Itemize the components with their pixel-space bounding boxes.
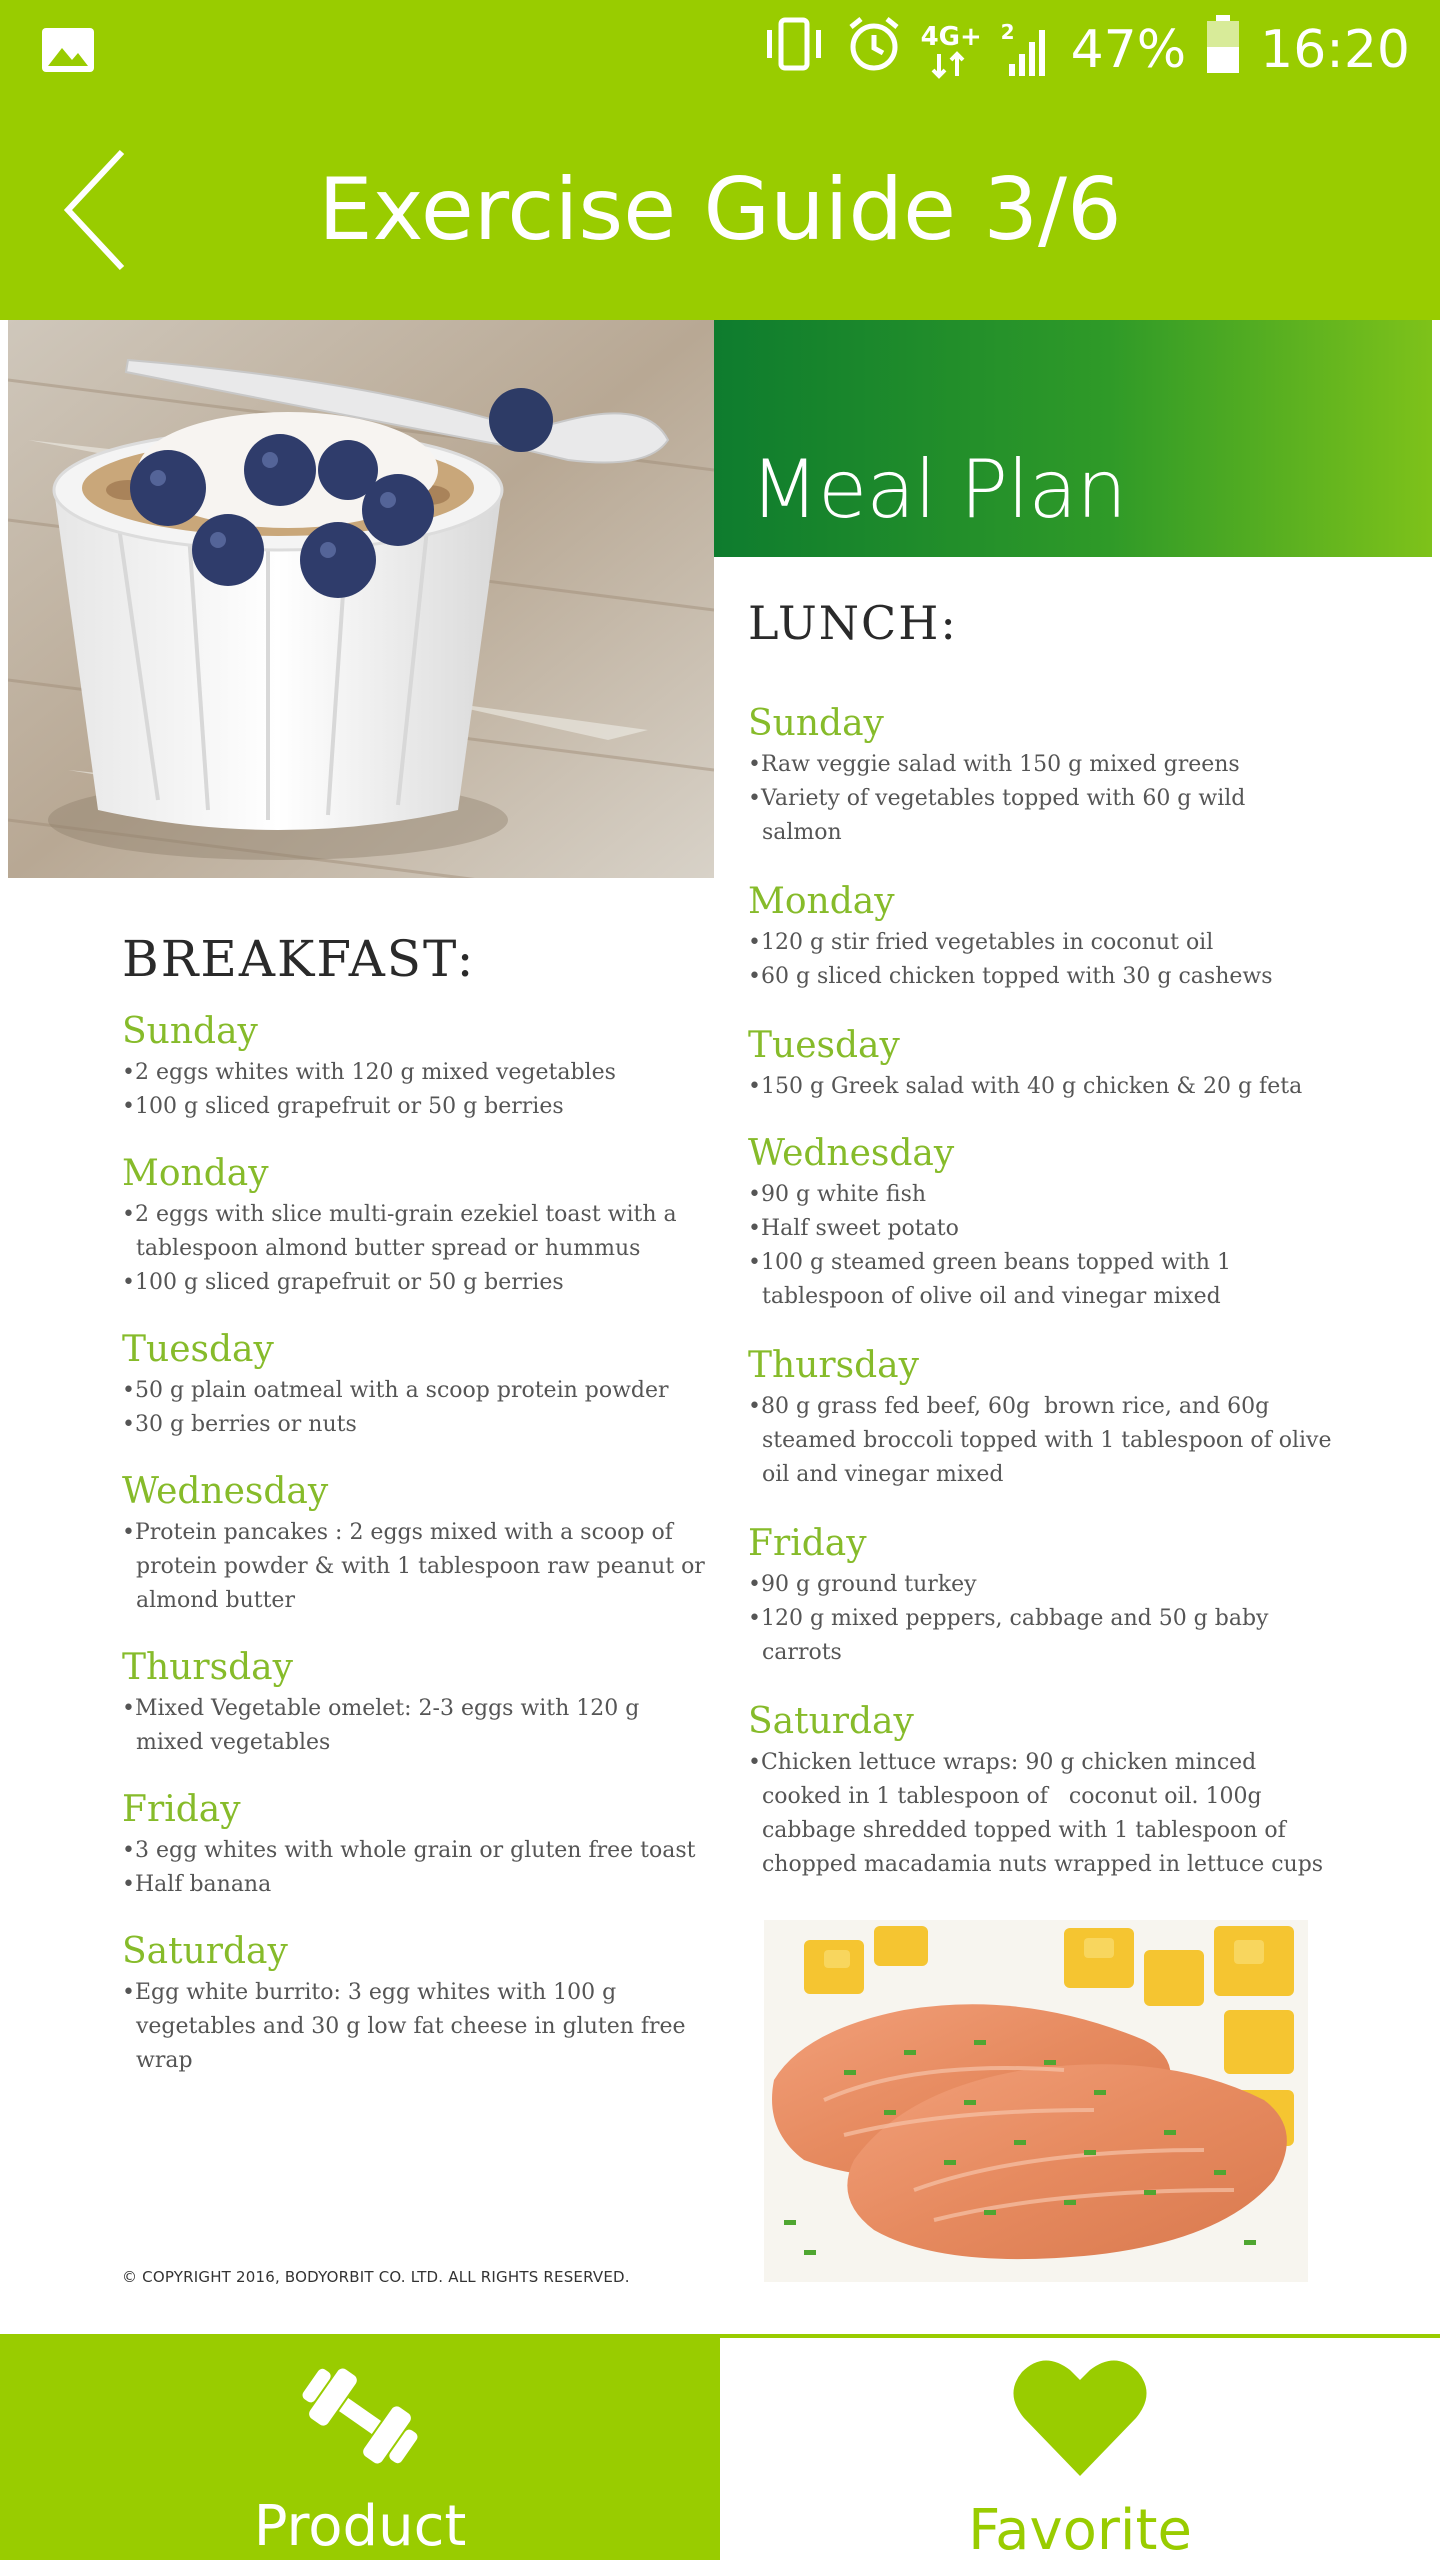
battery-icon (1204, 13, 1242, 88)
heart-icon (1010, 2356, 1150, 2480)
vibrate-icon (761, 16, 827, 85)
lunch-wednesday-items: •90 g white fish •Half sweet potato •100 g steamed green beans topped with 1 tablespoon of olive oil and vinegar mixed (748, 1182, 1231, 1309)
dumbbell-icon (290, 2356, 430, 2476)
breakfast-saturday-items: •Egg white burrito: 3 egg whites with 100 g vegetables and 30 g low fat cheese in gluten free wrap (122, 1980, 686, 2073)
nav-product-button[interactable] (0, 2334, 720, 2560)
app-bar (0, 100, 1440, 320)
signal-icon: 2 (999, 20, 1053, 80)
lunch-sunday-items: •Raw veggie salad with 150 g mixed greens •Variety of vegetables topped with 60 g wild salmon (748, 752, 1246, 845)
network-icon: 4G+ (921, 20, 981, 80)
breakfast-day-thursday: Thursday (122, 1647, 293, 1688)
alarm-icon (845, 15, 903, 86)
breakfast-heading: BREAKFAST: (122, 930, 476, 988)
lunch-day-monday: Monday (748, 881, 895, 922)
breakfast-thursday-items: •Mixed Vegetable omelet: 2-3 eggs with 120 g mixed vegetables (122, 1696, 640, 1755)
lunch-friday-items: •90 g ground turkey •120 g mixed peppers, cabbage and 50 g baby carrots (748, 1572, 1269, 1665)
lunch-day-saturday: Saturday (748, 1701, 914, 1742)
lunch-saturday-items: •Chicken lettuce wraps: 90 g chicken minced cooked in 1 tablespoon of coconut oil. 100g cabbage shredded topped with 1 tablespoon of chopped macadamia nuts wrapped in lettuce cups (748, 1750, 1324, 1877)
lunch-tuesday-items: •150 g Greek salad with 40 g chicken & 20 g feta (748, 1074, 1303, 1099)
lunch-thursday-items: •80 g grass fed beef, 60g brown rice, and 60g steamed broccoli topped with 1 tablespoon of olive oil and vinegar mixed (748, 1394, 1332, 1487)
lunch-day-sunday: Sunday (748, 703, 884, 744)
back-button[interactable] (52, 140, 142, 280)
breakfast-day-wednesday: Wednesday (122, 1471, 329, 1512)
lunch-day-thursday: Thursday (748, 1345, 919, 1386)
meal-plan-banner (714, 320, 1432, 557)
lunch-photo (764, 1920, 1308, 2282)
breakfast-wednesday-items: •Protein pancakes : 2 eggs mixed with a scoop of protein powder & with 1 tablespoon raw peanut or almond butter (122, 1520, 705, 1613)
breakfast-tuesday-items: •50 g plain oatmeal with a scoop protein powder •30 g berries or nuts (122, 1378, 669, 1437)
battery-percent: 47% (1070, 20, 1187, 80)
banner-title: Meal Plan (750, 443, 1127, 536)
breakfast-photo (8, 320, 714, 878)
breakfast-day-monday: Monday (122, 1153, 269, 1194)
breakfast-friday-items: •3 egg whites with whole grain or gluten free toast •Half banana (122, 1838, 696, 1897)
breakfast-day-tuesday: Tuesday (122, 1329, 274, 1370)
page-title: Exercise Guide 3/6 (318, 160, 1122, 260)
image-icon (40, 22, 96, 78)
breakfast-day-sunday: Sunday (122, 1011, 258, 1052)
meal-plan-page (0, 320, 1440, 2334)
breakfast-day-friday: Friday (122, 1789, 241, 1830)
lunch-monday-items: •120 g stir fried vegetables in coconut oil •60 g sliced chicken topped with 30 g cashews (748, 930, 1273, 989)
bottom-nav (0, 2334, 1440, 2563)
breakfast-sunday-items: •2 eggs whites with 120 g mixed vegetables •100 g sliced grapefruit or 50 g berries (122, 1060, 616, 1119)
clock: 16:20 (1260, 20, 1410, 80)
lunch-heading: LUNCH: (748, 596, 958, 650)
chevron-left-icon (52, 140, 142, 280)
breakfast-day-saturday: Saturday (122, 1931, 288, 1972)
copyright-notice: © COPYRIGHT 2016, BODYORBIT CO. LTD. ALL RIGHTS RESERVED. (122, 2268, 630, 2286)
breakfast-monday-items: •2 eggs with slice multi-grain ezekiel toast with a tablespoon almond butter spread or hummus •100 g sliced grapefruit or 50 g berries (122, 1202, 677, 1295)
status-bar (0, 0, 1440, 100)
lunch-day-friday: Friday (748, 1523, 867, 1564)
nav-favorite-label: Favorite (968, 2498, 1192, 2563)
lunch-day-wednesday: Wednesday (748, 1133, 955, 1174)
nav-favorite-button[interactable] (720, 2334, 1440, 2563)
nav-product-label: Product (253, 2494, 467, 2559)
lunch-day-tuesday: Tuesday (748, 1025, 900, 1066)
